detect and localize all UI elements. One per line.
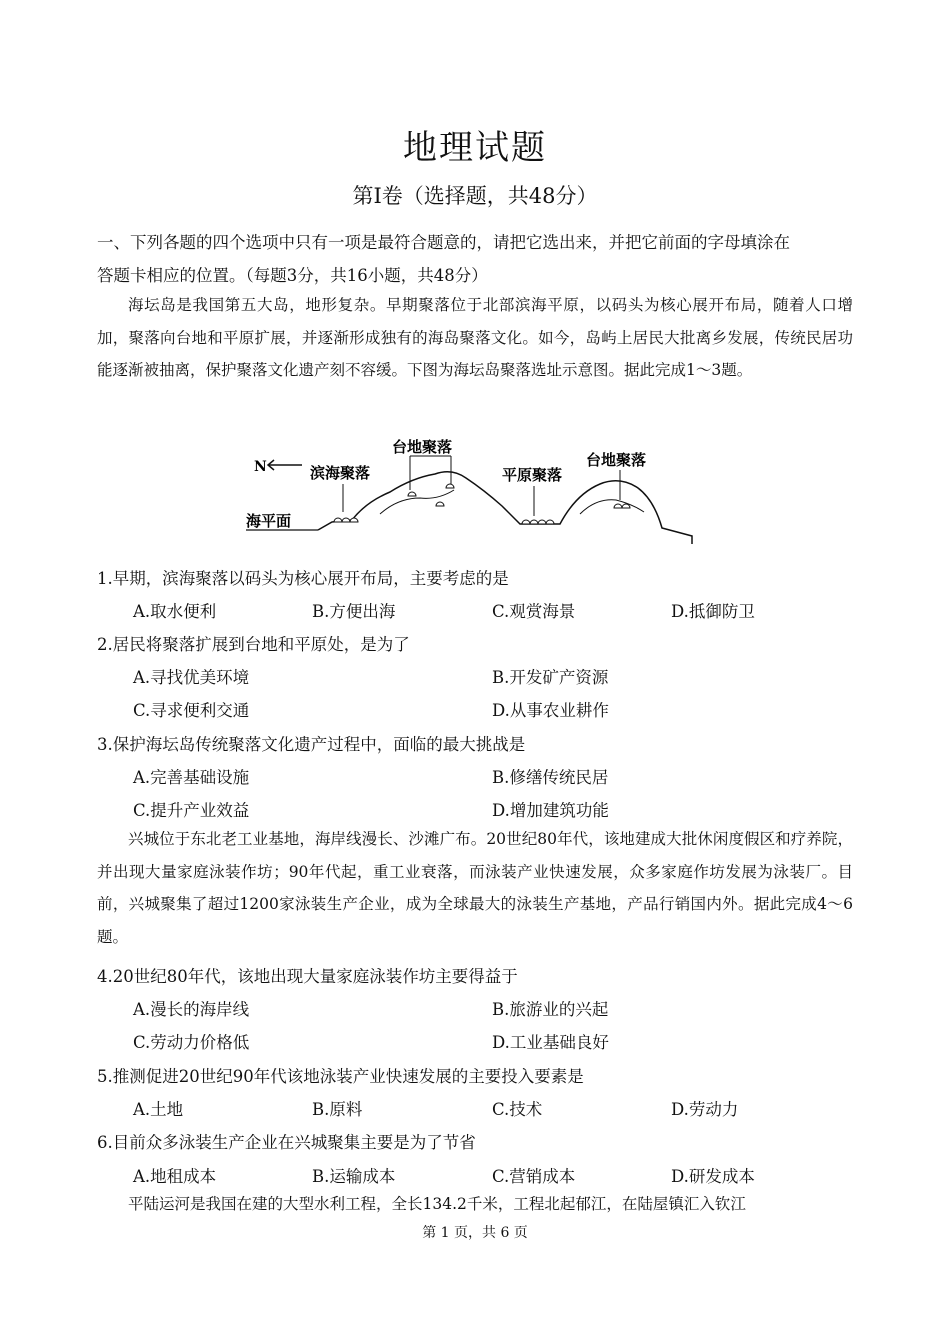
terrace-settlement-houses-1 bbox=[408, 484, 454, 506]
page-title: 地理试题 bbox=[403, 128, 547, 168]
passage-2: 兴城位于东北老工业基地，海岸线漫长、沙滩广布。20世纪80年代，该地建成大批休闲度假区和疗养院，并出现大量家庭泳装作坊；90年代起，重工业衰落，而泳装产业快速发展，众多家庭作坊发展为泳装厂。目前，兴城聚集了超过1200家泳装生产企业，成为全球最大的泳装生产基地，产品行销国内外。据此完成4～6题。 bbox=[97, 830, 853, 946]
instruction-line-2: 答题卡相应的位置。（每题3分，共16小题，共48分） bbox=[97, 266, 488, 285]
question-1-stem: 1.早期，滨海聚落以码头为核心展开布局，主要考虑的是 bbox=[97, 569, 509, 588]
q5-option-b: B.原料 bbox=[312, 1100, 363, 1119]
question-2-stem: 2.居民将聚落扩展到台地和平原处，是为了 bbox=[97, 635, 410, 654]
q3-option-c: C.提升产业效益 bbox=[133, 801, 250, 820]
q6-option-d: D.研发成本 bbox=[671, 1167, 755, 1186]
q3-option-a: A.完善基础设施 bbox=[133, 768, 250, 787]
question-4-stem: 4.20世纪80年代，该地出现大量家庭泳装作坊主要得益于 bbox=[97, 967, 518, 986]
coastal-settlement-label: 滨海聚落 bbox=[310, 464, 371, 482]
passage-1: 海坛岛是我国第五大岛，地形复杂。早期聚落位于北部滨海平原，以码头为核心展开布局，随着人口增加，聚落向台地和平原扩展，并逐渐形成独有的海岛聚落文化。如今，岛屿上居民大批离乡发展，传统民居功能逐渐被抽离，保护聚落文化遗产刻不容缓。下图为海坛岛聚落选址示意图。据此完成1～3题。 bbox=[97, 296, 853, 379]
question-6-stem: 6.目前众多泳装生产企业在兴城聚集主要是为了节省 bbox=[97, 1133, 476, 1152]
terrace-settlement-label-1: 台地聚落 bbox=[392, 438, 453, 456]
q2-option-d: D.从事农业耕作 bbox=[492, 701, 609, 720]
page-footer: 第 1 页，共 6 页 bbox=[422, 1225, 528, 1241]
q6-option-b: B.运输成本 bbox=[312, 1167, 396, 1186]
sea-level-label: 海平面 bbox=[246, 512, 292, 530]
q5-option-d: D.劳动力 bbox=[671, 1100, 739, 1119]
terrace-settlement-label-2: 台地聚落 bbox=[586, 451, 647, 469]
q3-option-b: B.修缮传统民居 bbox=[492, 768, 609, 787]
north-label: N bbox=[254, 459, 267, 475]
q2-option-a: A.寻找优美环境 bbox=[133, 668, 250, 687]
q1-option-c: C.观赏海景 bbox=[492, 602, 576, 621]
coastal-settlement-houses bbox=[334, 518, 358, 522]
q4-option-c: C.劳动力价格低 bbox=[133, 1033, 250, 1052]
section-subtitle: 第Ⅰ卷（选择题，共48分） bbox=[352, 184, 598, 208]
q3-option-d: D.增加建筑功能 bbox=[492, 801, 609, 820]
question-3-stem: 3.保护海坛岛传统聚落文化遗产过程中，面临的最大挑战是 bbox=[97, 735, 526, 754]
q4-option-d: D.工业基础良好 bbox=[492, 1033, 609, 1052]
q1-option-a: A.取水便利 bbox=[133, 602, 217, 621]
question-5-stem: 5.推测促进20世纪90年代该地泳装产业快速发展的主要投入要素是 bbox=[97, 1067, 584, 1086]
plain-settlement-houses bbox=[522, 520, 554, 524]
instruction-line-1: 一、下列各题的四个选项中只有一项是最符合题意的，请把它选出来，并把它前面的字母填涂在 bbox=[97, 233, 790, 252]
q2-option-b: B.开发矿产资源 bbox=[492, 668, 609, 687]
q6-option-a: A.地租成本 bbox=[133, 1167, 217, 1186]
q2-option-c: C.寻求便利交通 bbox=[133, 701, 250, 720]
q1-option-b: B.方便出海 bbox=[312, 602, 396, 621]
q5-option-a: A.土地 bbox=[133, 1100, 184, 1119]
plain-settlement-label: 平原聚落 bbox=[502, 466, 563, 484]
q6-option-c: C.营销成本 bbox=[492, 1167, 576, 1186]
q4-option-b: B.旅游业的兴起 bbox=[492, 1000, 609, 1019]
terrace-settlement-houses-2 bbox=[614, 504, 630, 508]
q1-option-d: D.抵御防卫 bbox=[671, 602, 755, 621]
passage-3: 平陆运河是我国在建的大型水利工程，全长134.2千米，工程北起郁江，在陆屋镇汇入钦江 bbox=[128, 1195, 746, 1213]
settlement-diagram bbox=[240, 432, 700, 552]
q5-option-c: C.技术 bbox=[492, 1100, 543, 1119]
q4-option-a: A.漫长的海岸线 bbox=[133, 1000, 250, 1019]
